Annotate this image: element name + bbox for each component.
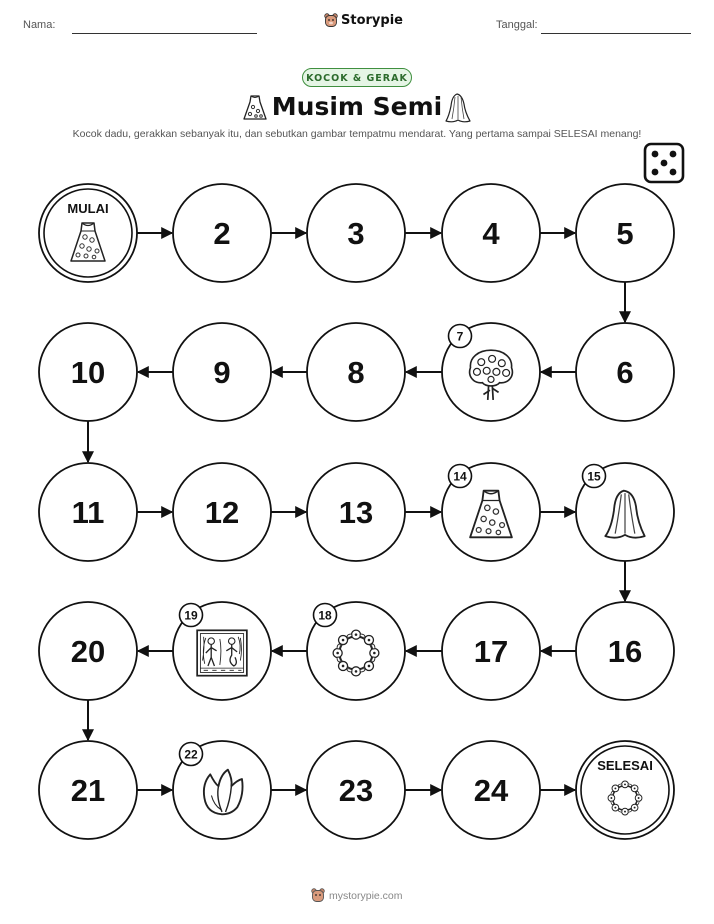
board-space-16[interactable] (576, 602, 674, 700)
footer-url[interactable]: mystorypie.com (329, 889, 403, 902)
start-label: MULAI (67, 201, 109, 216)
space-number: 8 (347, 355, 365, 390)
finish-label: SELESAI (597, 758, 653, 773)
board-space-12[interactable] (173, 463, 271, 561)
space-number: 9 (213, 355, 231, 390)
board-space-23[interactable] (307, 741, 405, 839)
board-space-10[interactable] (39, 323, 137, 421)
space-number-badge (180, 743, 203, 766)
space-number-badge (449, 325, 472, 348)
board-space-22[interactable] (173, 741, 271, 839)
space-number: 24 (473, 773, 509, 808)
space-number: 11 (71, 495, 105, 530)
board-space-24[interactable] (442, 741, 540, 839)
board-space-21[interactable] (39, 741, 137, 839)
space-number: 4 (482, 216, 500, 251)
page-title: Musim Semi (271, 92, 443, 121)
footer (311, 888, 403, 903)
board-space-25[interactable] (576, 741, 674, 839)
space-number-badge (583, 465, 606, 488)
board-space-15[interactable] (576, 463, 674, 561)
bear-mascot-icon (311, 888, 325, 903)
board-space-2[interactable] (173, 184, 271, 282)
space-number: 12 (204, 495, 240, 530)
space-number: 10 (70, 355, 106, 390)
space-number: 23 (338, 773, 374, 808)
board-space-1[interactable] (39, 184, 137, 282)
board-space-8[interactable] (307, 323, 405, 421)
space-number-badge (180, 604, 203, 627)
badge-number: 15 (587, 469, 601, 484)
brand-name: Storypie (341, 13, 403, 28)
board-space-17[interactable] (442, 602, 540, 700)
board-space-5[interactable] (576, 184, 674, 282)
badge-number: 18 (318, 608, 332, 623)
space-number: 16 (607, 634, 643, 669)
date-label: Tanggal: (496, 19, 538, 31)
space-number-badge (449, 465, 472, 488)
board-space-3[interactable] (307, 184, 405, 282)
badge-number: 22 (184, 747, 198, 762)
space-number: 13 (338, 495, 374, 530)
space-circle (576, 741, 674, 839)
name-label: Nama: (23, 19, 56, 31)
board-space-13[interactable] (307, 463, 405, 561)
space-number: 6 (616, 355, 634, 390)
badge-number: 14 (453, 469, 467, 484)
board-space-4[interactable] (442, 184, 540, 282)
badge-number: 19 (184, 608, 198, 623)
space-number: 17 (473, 634, 509, 669)
space-number: 5 (616, 216, 634, 251)
space-number: 3 (347, 216, 365, 251)
board-space-11[interactable] (39, 463, 137, 561)
board-space-6[interactable] (576, 323, 674, 421)
space-number: 2 (213, 216, 231, 251)
space-number: 20 (70, 634, 106, 669)
board-space-18[interactable] (307, 602, 405, 700)
tapestry-icon (197, 630, 247, 675)
board-space-19[interactable] (173, 602, 271, 700)
board-space-14[interactable] (442, 463, 540, 561)
board-space-7[interactable] (442, 323, 540, 421)
space-number-badge (314, 604, 337, 627)
activity-badge: KOCOK & GERAK (302, 68, 412, 87)
space-number: 21 (70, 773, 106, 808)
board-space-9[interactable] (173, 323, 271, 421)
instructions: Kocok dadu, gerakkan sebanyak itu, dan sebutkan gambar tempatmu mendarat. Yang pertama sampai SELESAI menang! (72, 128, 642, 140)
badge-number: 7 (456, 329, 464, 344)
board-space-20[interactable] (39, 602, 137, 700)
